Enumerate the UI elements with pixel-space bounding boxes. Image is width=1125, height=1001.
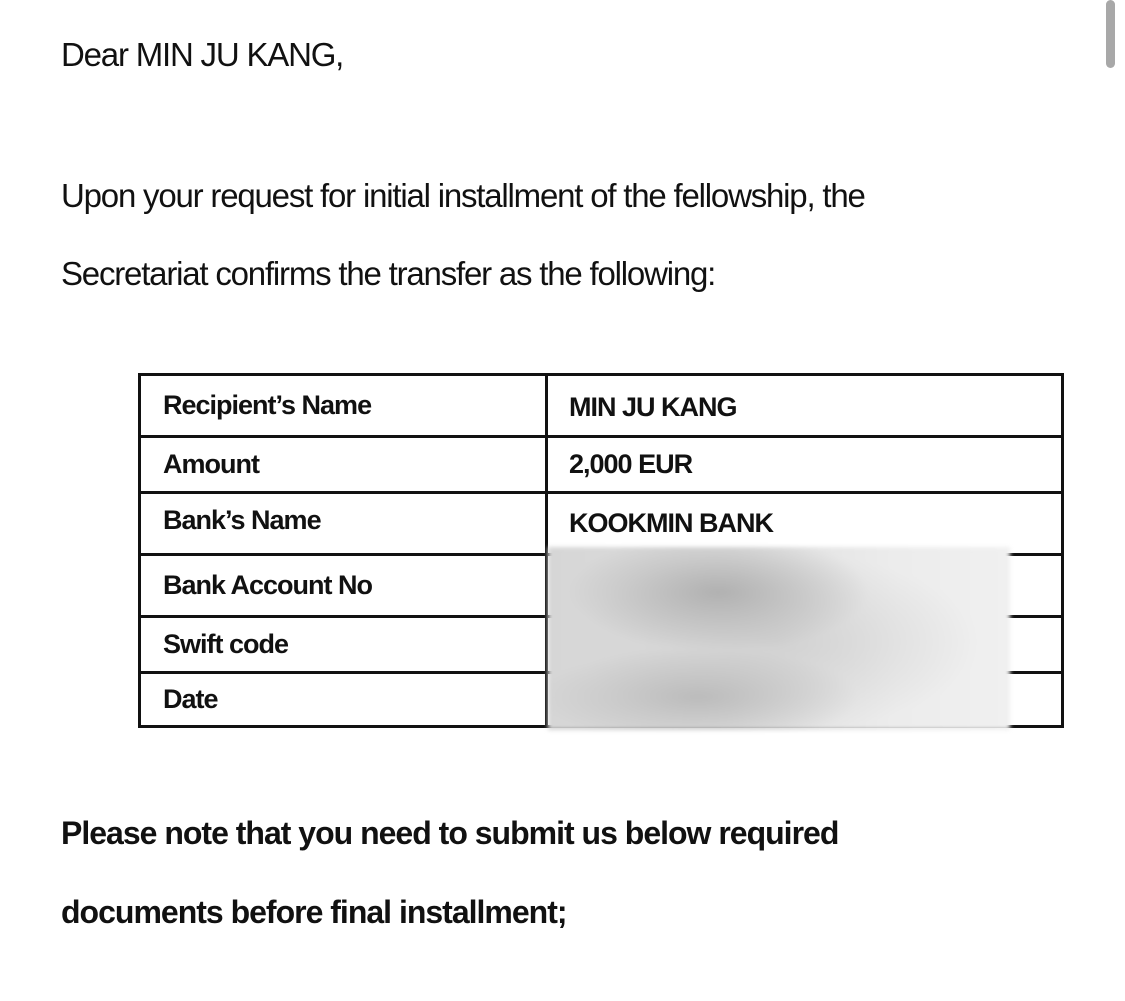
row-label-date: Date bbox=[163, 684, 218, 714]
vertical-scrollbar[interactable] bbox=[1106, 0, 1115, 68]
table-row bbox=[141, 438, 1061, 491]
note-line-1: Please note that you need to submit us below required bbox=[61, 815, 839, 851]
table-row bbox=[141, 494, 1061, 553]
row-label-amount: Amount bbox=[163, 449, 259, 479]
note-line-2: documents before final installment; bbox=[61, 894, 567, 930]
row-label-bank-name: Bank’s Name bbox=[163, 505, 321, 535]
row-label-bank-account-no: Bank Account No bbox=[163, 570, 373, 600]
body-text-line-2: Secretariat confirms the transfer as the following: bbox=[61, 255, 716, 292]
row-label-recipient-name: Recipient’s Name bbox=[163, 390, 372, 420]
body-text-line-1: Upon your request for initial installment of the fellowship, the bbox=[61, 177, 865, 214]
row-label-swift-code: Swift code bbox=[163, 629, 289, 659]
greeting: Dear MIN JU KANG, bbox=[61, 36, 344, 73]
row-value-recipient-name: MIN JU KANG bbox=[569, 392, 737, 422]
redaction-blur bbox=[548, 547, 1010, 730]
row-value-amount: 2,000 EUR bbox=[569, 449, 693, 479]
row-value-bank-name: KOOKMIN BANK bbox=[569, 508, 773, 538]
table-row bbox=[141, 376, 1061, 435]
